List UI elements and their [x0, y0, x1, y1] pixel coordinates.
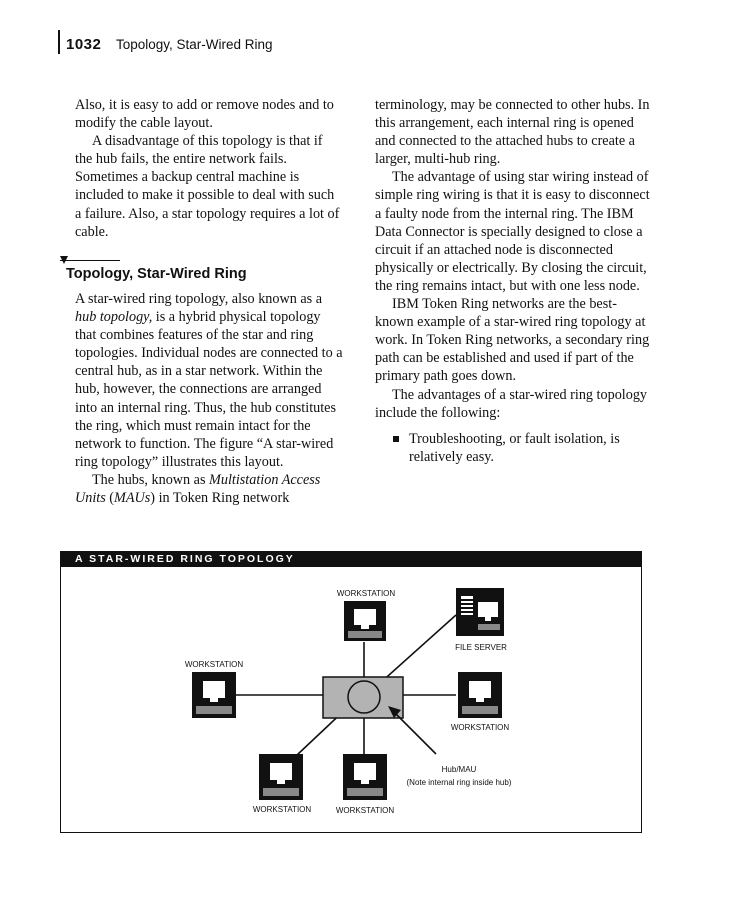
- section-rule: [60, 260, 120, 261]
- workstation-icon: [259, 754, 303, 800]
- label-file-server: FILE SERVER: [455, 643, 507, 652]
- page-number: 1032: [66, 36, 102, 53]
- paragraph: A disadvantage of this topology is that if the hub fails, the entire network fails. Sometimes a backup central machine is included to make it possible to deal with such a failure. Also, a star topology requires a lot of cable.: [75, 133, 340, 240]
- running-title: Topology, Star-Wired Ring: [116, 37, 273, 52]
- bullet-list: [375, 430, 650, 466]
- figure: [60, 551, 642, 833]
- workstation-icon: [192, 672, 236, 718]
- list-item: Troubleshooting, or fault isolation, is relatively easy.: [375, 430, 650, 466]
- hub-pointer-arrow: [388, 706, 436, 754]
- label-hub-note: (Note internal ring inside hub): [406, 778, 512, 787]
- label-workstation-bottom: WORKSTATION: [335, 806, 395, 815]
- paragraph: The advantage of using star wiring instead of simple ring wiring is that it is easy to disconnect a faulty node from the internal ring. The IBM Data Connector is specially designed to close a circuit if an attached node is disconnected physically or electrically. By closing the circuit, the ring remains intact, but with one less node.: [375, 169, 650, 294]
- left-column-top: [75, 96, 343, 241]
- file-server-icon: [456, 588, 504, 636]
- label-workstation-left: WORKSTATION: [184, 660, 244, 669]
- right-column: [375, 96, 650, 466]
- left-column-bottom: [75, 290, 343, 507]
- workstation-icon: [458, 672, 502, 718]
- paragraph: IBM Token Ring networks are the best-known example of a star-wired ring topology at work. In Token Ring networks, a secondary ring path can be established and used if part of the primary path goes down.: [375, 296, 650, 385]
- paragraph: A star-wired ring topology, also known as a hub topology, is a hybrid physical topology that combines features of the star and ring topologies. Individual nodes are connected to a central hub, as in a star network. Within the hub, however, the connections are arranged into an internal ring. Thus, the hub constitutes the ring, which must remain intact for the network to function. The figure “A star-wired ring topology” illustrates this layout.: [75, 291, 343, 470]
- section-heading: Topology, Star-Wired Ring: [66, 266, 247, 282]
- figure-title: A STAR-WIRED RING TOPOLOGY: [61, 552, 641, 567]
- section-marker-icon: [60, 256, 78, 266]
- label-workstation-top: WORKSTATION: [336, 589, 396, 598]
- bullet-square-icon: [393, 436, 399, 442]
- paragraph: The advantages of a star-wired ring topology include the following:: [375, 386, 648, 421]
- paragraph: The hubs, known as Multistation Access Units (MAUs) in Token Ring network: [75, 471, 321, 507]
- paragraph: Also, it is easy to add or remove nodes and to modify the cable layout.: [75, 97, 334, 132]
- workstation-icon: [343, 754, 387, 800]
- label-hub: Hub/MAU: [441, 765, 477, 774]
- paragraph: terminology, may be connected to other hubs. In this arrangement, each internal ring is opened and connected to the attached hubs to create a larger, multi-hub ring.: [375, 97, 650, 168]
- label-workstation-right: WORKSTATION: [450, 723, 510, 732]
- label-workstation-bottom-left: WORKSTATION: [252, 805, 312, 814]
- running-header: [58, 30, 273, 54]
- topology-diagram: [61, 552, 641, 832]
- workstation-icon: [344, 601, 386, 641]
